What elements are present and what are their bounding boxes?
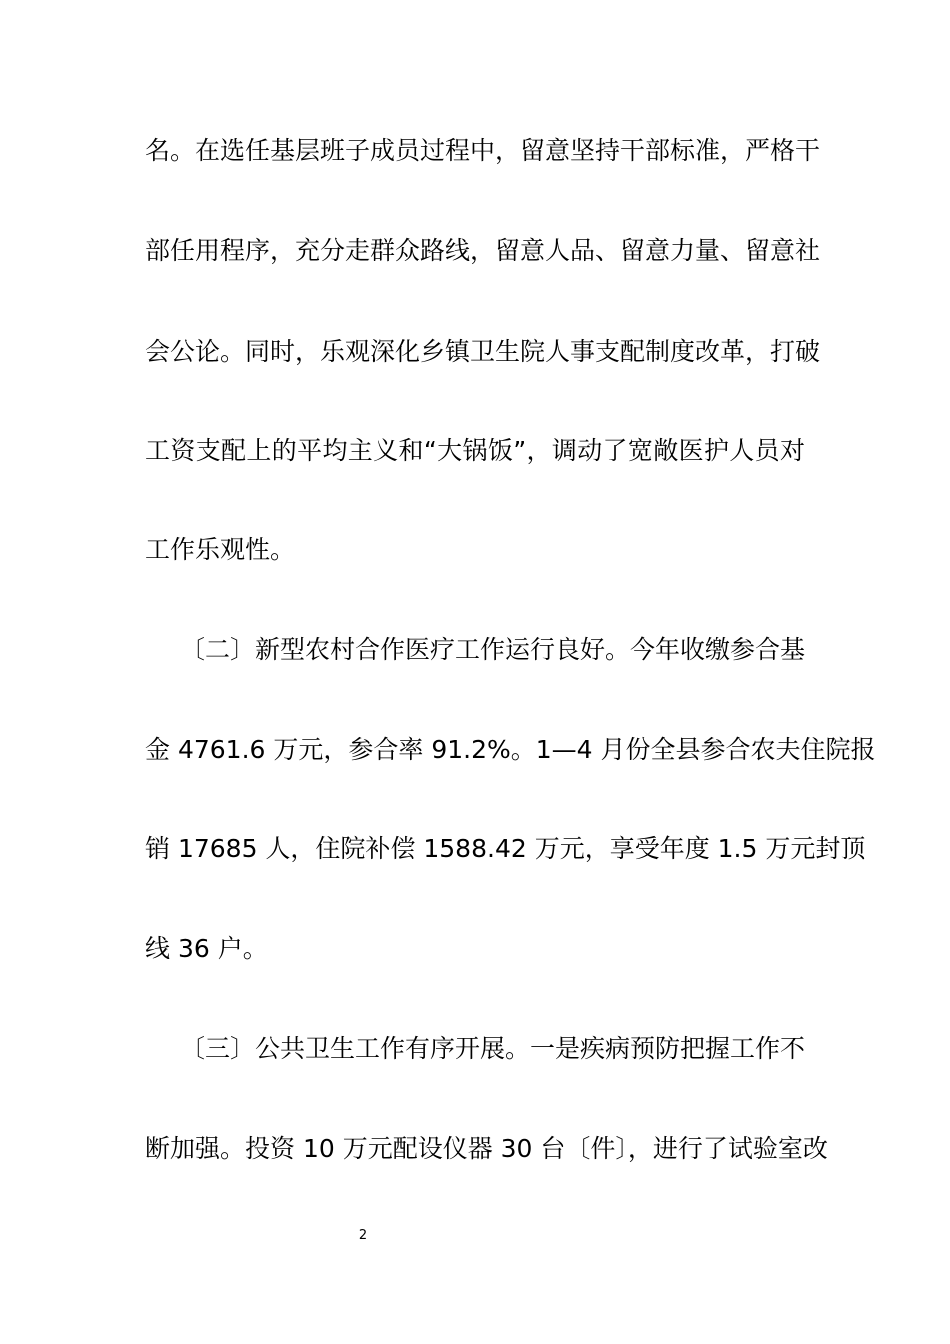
text-line: 会公论。同时，乐观深化乡镇卫生院人事支配制度改革，打破 <box>145 337 821 366</box>
section-heading-line: 〔三〕公共卫生工作有序开展。一是疾病预防把握工作不 <box>180 1034 806 1063</box>
text-line: 金 4761.6 万元，参合率 91.2%。1—4 月份全县参合农夫住院报 <box>145 735 876 764</box>
text-line: 工资支配上的平均主义和“大锅饭”，调动了宽敞医护人员对 <box>145 436 805 465</box>
page-number: 2 <box>358 1228 368 1243</box>
text-line: 工作乐观性。 <box>145 535 296 564</box>
text-line: 断加强。投资 10 万元配设仪器 30 台〔件〕，进行了试验室改 <box>145 1134 828 1163</box>
text-line: 线 36 户。 <box>145 934 268 963</box>
text-line: 名。在选任基层班子成员过程中，留意坚持干部标准，严格干 <box>145 136 821 165</box>
text-line: 销 17685 人，住院补偿 1588.42 万元，享受年度 1.5 万元封顶 <box>145 834 866 863</box>
text-line: 部任用程序，充分走群众路线，留意人品、留意力量、留意社 <box>145 236 821 265</box>
section-heading-line: 〔二〕新型农村合作医疗工作运行良好。今年收缴参合基 <box>180 635 806 664</box>
